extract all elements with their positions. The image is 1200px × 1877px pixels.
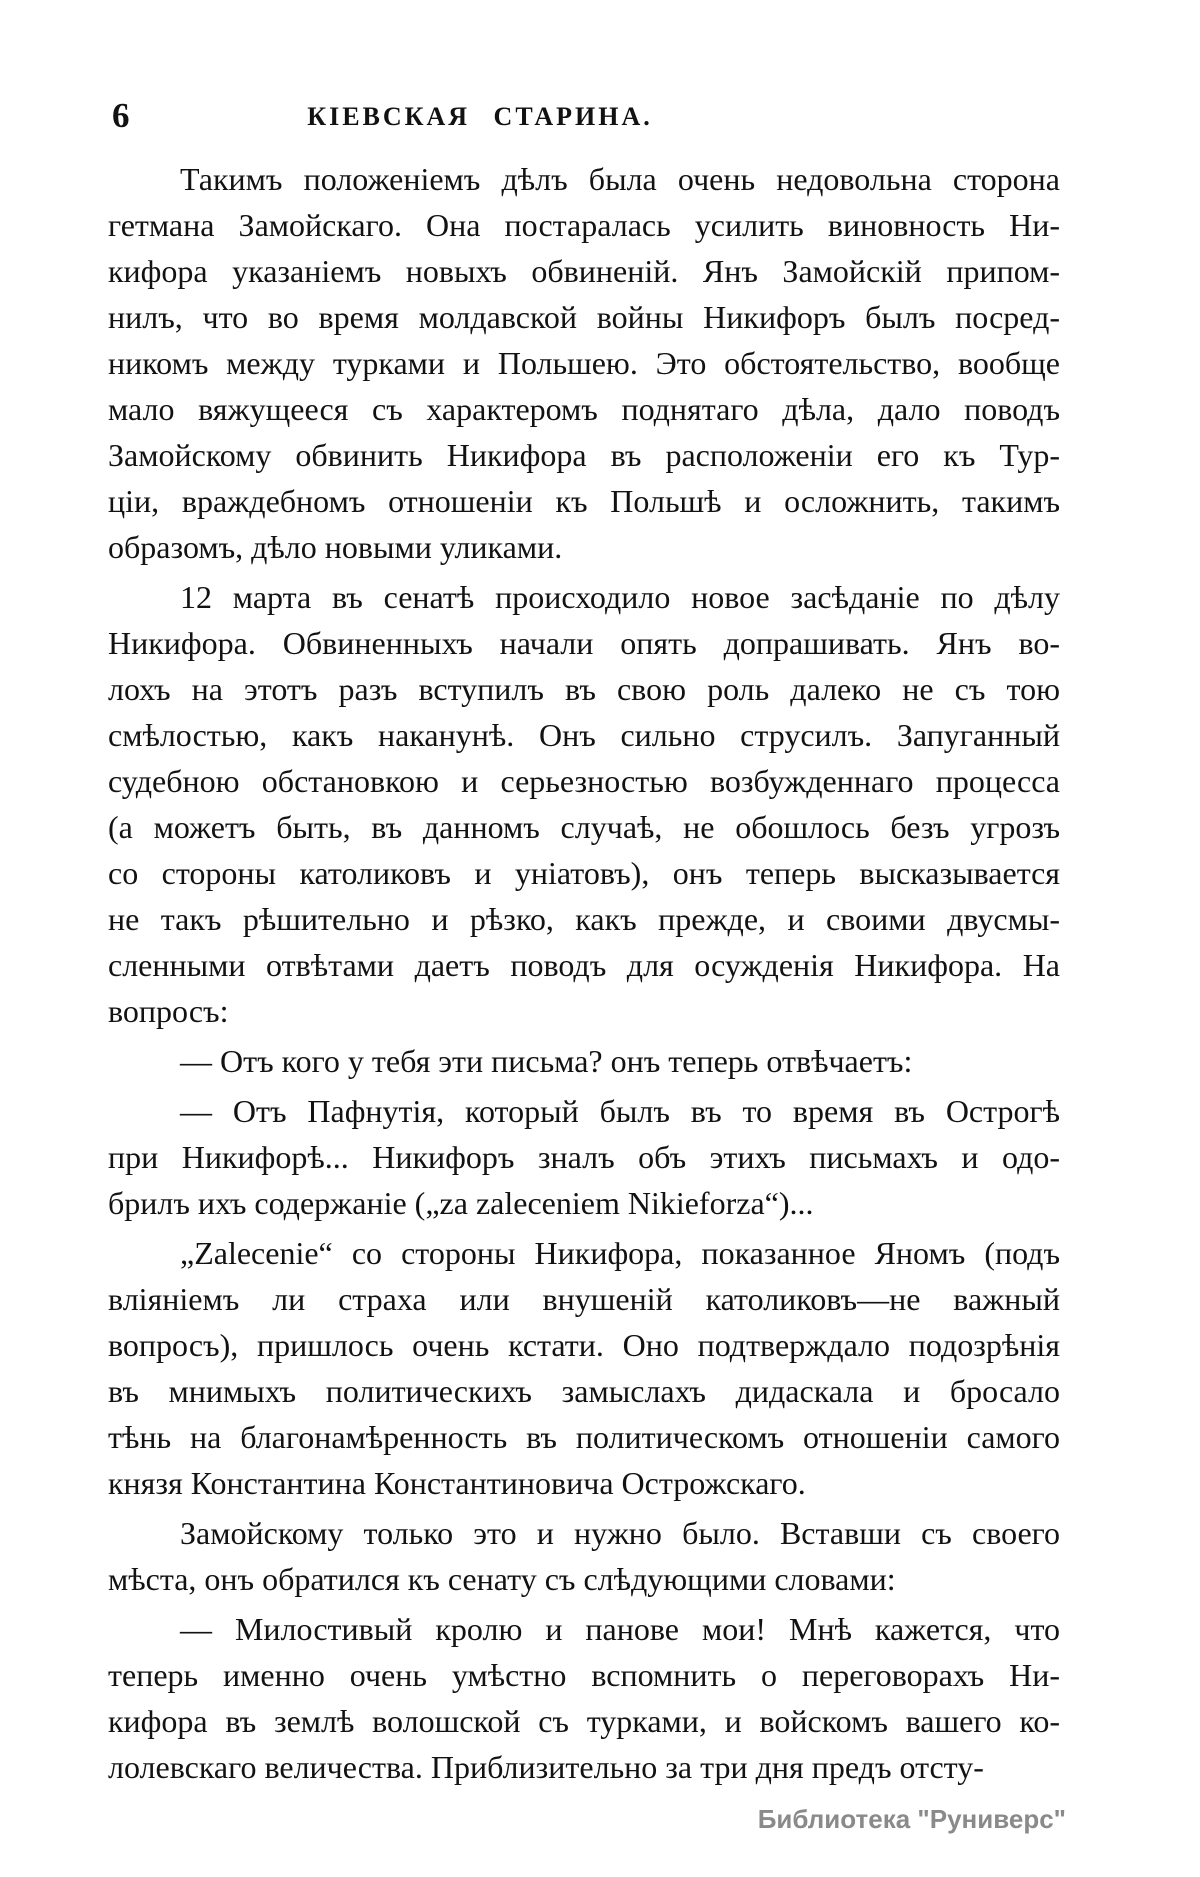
text-line: теперь именно очень умѣстно вспомнить о переговорахъ Ни-: [108, 1657, 1060, 1693]
text-line: лохъ на этотъ разъ вступилъ въ свою роль далеко не съ тою: [108, 671, 1060, 707]
paragraph: [108, 1088, 1060, 1226]
text-line: никомъ между турками и Польшею. Это обстоятельство, вообще: [108, 345, 1060, 381]
paragraph: [108, 1038, 1060, 1084]
text-line: при Никифорѣ... Никифоръ зналъ объ этихъ письмахъ и одо-: [108, 1139, 1060, 1175]
text-line: — Отъ Пафнутія, который былъ въ то время въ Острогѣ: [180, 1093, 1060, 1129]
text-line: смѣлостью, какъ наканунѣ. Онъ сильно струсилъ. Запуганный: [108, 717, 1060, 753]
text-line: Замойскому обвинить Никифора въ расположеніи его къ Тур-: [108, 437, 1060, 473]
text-line: вопросъ:: [108, 993, 229, 1029]
text-line: мало вяжущееся съ характеромъ поднятаго дѣла, дало поводъ: [108, 391, 1060, 427]
text-line: мѣста, онъ обратился къ сенату съ слѣдующими словами:: [108, 1561, 896, 1597]
text-line: сленными отвѣтами даетъ поводъ для осужденія Никифора. На: [108, 947, 1060, 983]
text-line: ціи, враждебномъ отношеніи къ Польшѣ и осложнить, такимъ: [108, 483, 1060, 519]
text-line: лолевскаго величества. Приблизительно за три дня предъ отсту-: [108, 1749, 984, 1785]
text-line: въ мнимыхъ политическихъ замыслахъ дидаскала и бросало: [108, 1373, 1060, 1409]
text-line: судебною обстановкою и серьезностью возбужденнаго процесса: [108, 763, 1060, 799]
text-line: не такъ рѣшительно и рѣзко, какъ прежде, и своими двусмы-: [108, 901, 1060, 937]
page-body: [108, 156, 1060, 1790]
text-line: нилъ, что во время молдавской войны Никифоръ былъ посред-: [108, 299, 1060, 335]
paragraph: [108, 1606, 1060, 1790]
paragraph: [108, 574, 1060, 1034]
text-line: вліяніемъ ли страха или внушеній католиковъ—не важный: [108, 1281, 1060, 1317]
text-line: брилъ ихъ содержаніе („za zaleceniem Nikieforza“)...: [108, 1185, 814, 1221]
watermark: Библиотека "Руниверс": [757, 1804, 1066, 1834]
text-line: (а можетъ быть, въ данномъ случаѣ, не обошлось безъ угрозъ: [108, 809, 1060, 845]
text-line: — Милостивый кролю и панове мои! Мнѣ кажется, что: [180, 1611, 1060, 1647]
paragraph: [108, 1230, 1060, 1506]
text-line: „Zalecenie“ со стороны Никифора, показанное Яномъ (подъ: [180, 1235, 1060, 1271]
page-number: 6: [112, 96, 130, 135]
text-line: Замойскому только это и нужно было. Вставши съ своего: [180, 1515, 1060, 1551]
text-line: вопросъ), пришлось очень кстати. Оно подтверждало подозрѣнія: [108, 1327, 1060, 1363]
text-line: кифора въ землѣ волошской съ турками, и войскомъ вашего ко-: [108, 1703, 1060, 1739]
text-line: 12 марта въ сенатѣ происходило новое засѣданіе по дѣлу: [180, 579, 1060, 615]
text-line: тѣнь на благонамѣренность въ политическомъ отношеніи самого: [108, 1419, 1060, 1455]
text-line: образомъ, дѣло новыми уликами.: [108, 529, 563, 565]
text-line: — Отъ кого у тебя эти письма? онъ теперь отвѣчаетъ:: [180, 1043, 913, 1079]
text-line: князя Константина Константиновича Острожскаго.: [108, 1465, 806, 1501]
text-line: Никифора. Обвиненныхъ начали опять допрашивать. Янъ во-: [108, 625, 1060, 661]
text-line: Такимъ положеніемъ дѣлъ была очень недовольна сторона: [180, 161, 1060, 197]
text-line: кифора указаніемъ новыхъ обвиненій. Янъ Замойскій припом-: [108, 253, 1060, 289]
text-line: со стороны католиковъ и уніатовъ), онъ теперь высказывается: [108, 855, 1060, 891]
running-title: КІЕВСКАЯ СТАРИНА.: [307, 102, 653, 131]
paragraph: [108, 156, 1060, 570]
text-line: гетмана Замойскаго. Она постаралась усилить виновность Ни-: [108, 207, 1060, 243]
paragraph: [108, 1510, 1060, 1602]
